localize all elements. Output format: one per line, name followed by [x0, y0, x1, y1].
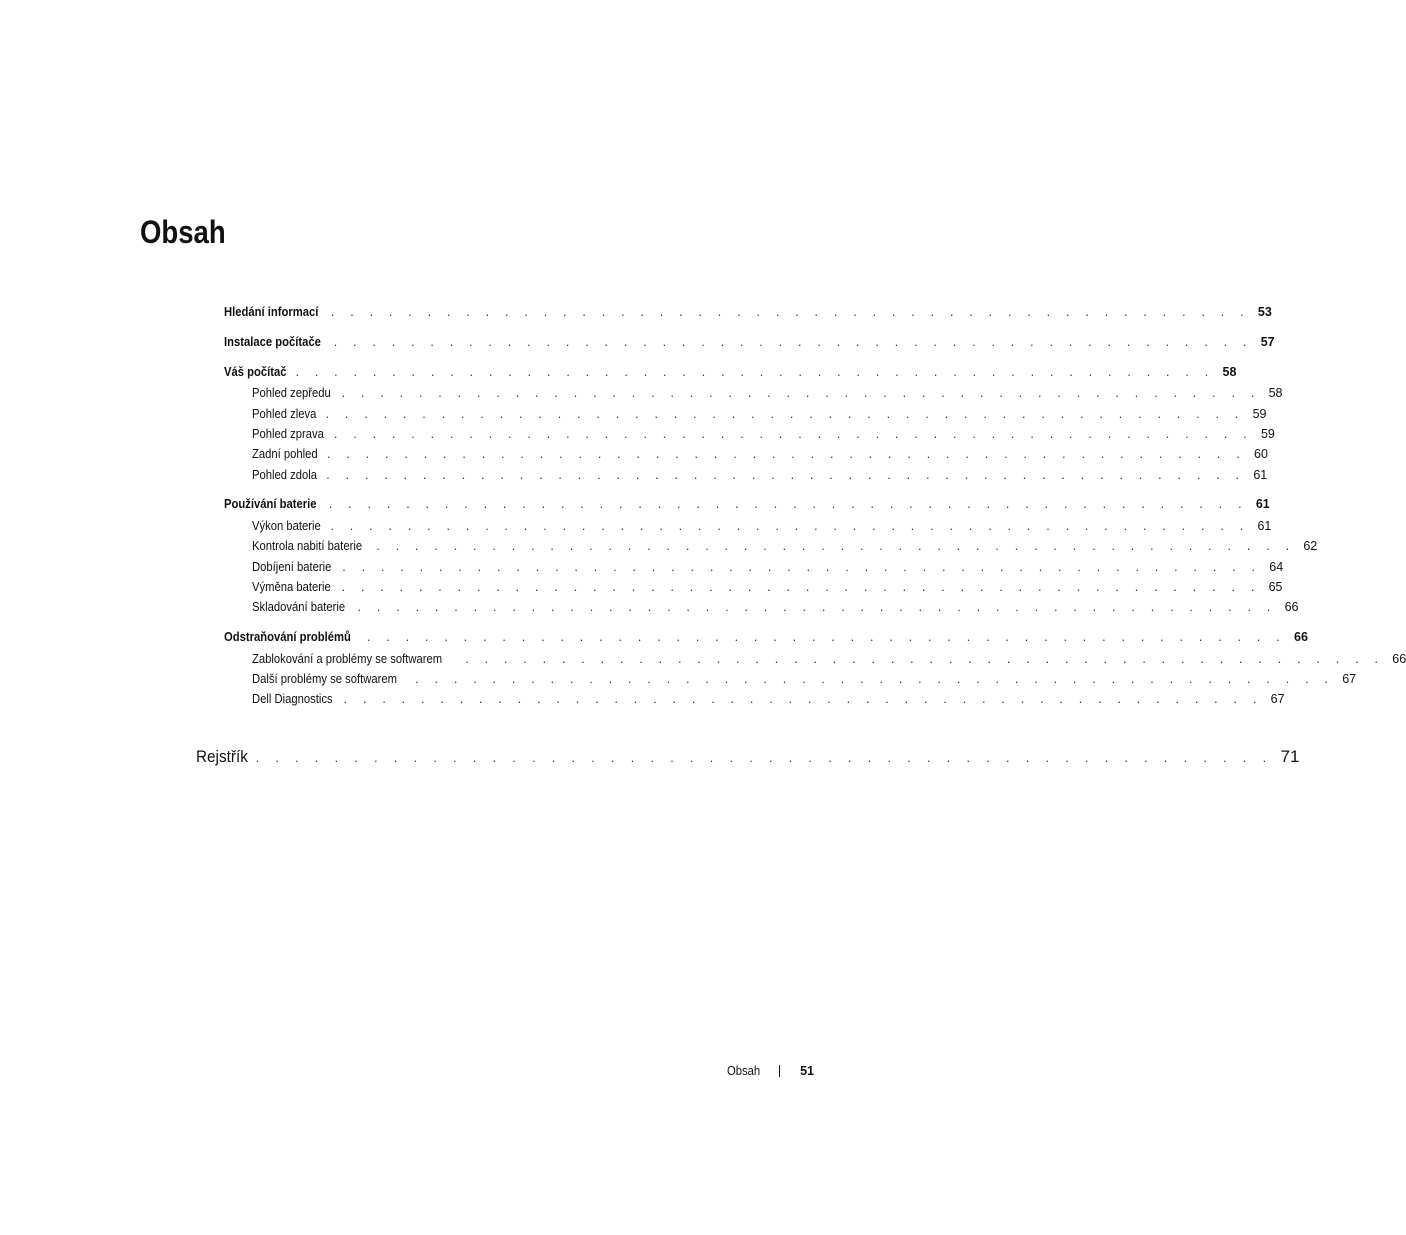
toc-entry-label: Výkon baterie: [252, 519, 321, 533]
dot-leader: . . . . . . . . . . . . . . . . . . . . . . . . . . . . . . . . . . . . . . . . . . . . . . . .: [330, 519, 1250, 533]
toc-entry-page: 66: [1284, 600, 1299, 614]
toc-entry-label: Zadní pohled: [252, 447, 318, 461]
dot-leader: . . . . . . . . . . . . . . . . . . . . . . . . . . . . . . . . . . . . . . . . . . . . . . . .: [325, 407, 1245, 421]
dot-leader: . . . . . . . . . . . . . . . . . . . . . . . . . . . . . . . . . . . . . . . . . . . . . . . .: [333, 427, 1253, 441]
toc-entry-page: 66: [1392, 652, 1406, 666]
dot-leader: . . . . . . . . . . . . . . . . . . . . . . . . . . . . . . . . . . . . . . . . . . . . . . . .: [333, 335, 1253, 349]
toc-entry-label: Kontrola nabití baterie: [252, 539, 363, 553]
toc-entry-page: 53: [1257, 305, 1272, 319]
dot-leader: . . . . . . . . . . . . . . . . . . . . . . . . . . . . . . . . . . . . . . . . . . . . . . . .: [342, 560, 1262, 574]
toc-entry-vykon-baterie[interactable]: [252, 517, 1272, 535]
toc-entry-zablokovani-a-problemy[interactable]: [252, 650, 1406, 668]
toc-entry-label: Odstraňování problémů: [224, 630, 351, 644]
toc-entry-page: 59: [1252, 407, 1267, 421]
dot-leader: . . . . . . . . . . . . . . . . . . . . . . . . . . . . . . . . . . . . . . . . . . . . . . . .: [326, 468, 1246, 482]
toc-entry-label: Zablokování a problémy se softwarem: [252, 652, 443, 666]
dot-leader: . . . . . . . . . . . . . . . . . . . . . . . . . . . . . . . . . . . . . . . . . . . . . . . . . . . .: [255, 751, 1273, 765]
dot-leader: . . . . . . . . . . . . . . . . . . . . . . . . . . . . . . . . . . . . . . . . . . . . . . . .: [295, 365, 1215, 379]
toc-entry-label: Instalace počítače: [224, 335, 321, 349]
toc-entry-page: 71: [1280, 747, 1300, 766]
toc-entry-label: Dobíjení baterie: [252, 560, 332, 574]
toc-entry-pouzivani-baterie[interactable]: [224, 495, 1270, 513]
dot-leader: . . . . . . . . . . . . . . . . . . . . . . . . . . . . . . . . . . . . . . . . . . . . . . . .: [415, 672, 1335, 686]
footer-section-label: Obsah: [727, 1064, 761, 1078]
toc-entry-label: Pohled zprava: [252, 427, 324, 441]
toc-entry-rejstrik[interactable]: [196, 745, 1300, 769]
dot-leader: . . . . . . . . . . . . . . . . . . . . . . . . . . . . . . . . . . . . . . . . . . . . . . . .: [330, 305, 1250, 319]
page-title: Obsah: [140, 214, 226, 250]
toc-entry-label: Hledání informací: [224, 305, 319, 319]
toc-entry-page: 60: [1254, 447, 1268, 461]
toc-entry-vas-pocitac[interactable]: [224, 363, 1237, 381]
toc-entry-label: Pohled zepředu: [252, 386, 331, 400]
toc-entry-page: 58: [1222, 365, 1237, 379]
footer-separator: [779, 1065, 780, 1077]
toc-entry-zadni-pohled[interactable]: [252, 445, 1268, 463]
dot-leader: . . . . . . . . . . . . . . . . . . . . . . . . . . . . . . . . . . . . . . . . . . . . . . . .: [328, 497, 1248, 511]
toc-entry-dell-diagnostics[interactable]: [252, 690, 1285, 708]
toc-entry-pohled-zleva[interactable]: [252, 405, 1267, 423]
page-footer: [700, 1061, 814, 1081]
dot-leader: . . . . . . . . . . . . . . . . . . . . . . . . . . . . . . . . . . . . . . . . . . . . . . . .: [376, 539, 1296, 553]
toc-entry-pohled-zprava[interactable]: [252, 425, 1275, 443]
toc-entry-page: 67: [1342, 672, 1357, 686]
toc-entry-label: Pohled zleva: [252, 407, 317, 421]
toc-entry-page: 66: [1294, 630, 1308, 644]
toc-entry-page: 65: [1268, 580, 1283, 594]
toc-entry-label: Používání baterie: [224, 497, 317, 511]
dot-leader: . . . . . . . . . . . . . . . . . . . . . . . . . . . . . . . . . . . . . . . . . . . . . . . .: [326, 447, 1246, 461]
toc-entry-label: Skladování baterie: [252, 600, 346, 614]
toc-entry-page: 61: [1253, 468, 1268, 482]
dot-leader: . . . . . . . . . . . . . . . . . . . . . . . . . . . . . . . . . . . . . . . . . . . . . . . .: [343, 692, 1263, 706]
toc-entry-label: Rejstřík: [196, 747, 248, 766]
toc-entry-pohled-zdola[interactable]: [252, 466, 1268, 484]
dot-leader: . . . . . . . . . . . . . . . . . . . . . . . . . . . . . . . . . . . . . . . . . . . . . . . .: [367, 630, 1286, 644]
dot-leader: . . . . . . . . . . . . . . . . . . . . . . . . . . . . . . . . . . . . . . . . . . . . . . . .: [357, 600, 1277, 614]
toc-entry-label: Výměna baterie: [252, 580, 331, 594]
toc-entry-label: Váš počítač: [224, 365, 287, 379]
toc-entry-hledani-informaci[interactable]: [224, 303, 1272, 321]
toc-entry-page: 62: [1303, 539, 1318, 553]
toc-entry-label: Dell Diagnostics: [252, 692, 333, 706]
toc-entry-instalace-pocitace[interactable]: [224, 333, 1275, 351]
toc-entry-dalsi-problemy[interactable]: [252, 670, 1357, 688]
toc-entry-page: 64: [1269, 560, 1284, 574]
toc-entry-page: 61: [1255, 497, 1270, 511]
toc-entry-pohled-zepredu[interactable]: [252, 384, 1283, 402]
toc-entry-dobijeni-baterie[interactable]: [252, 558, 1284, 576]
toc-entry-odstranovani-problemu[interactable]: [224, 628, 1308, 646]
toc-entry-vymena-baterie[interactable]: [252, 578, 1283, 596]
toc-entry-label: Pohled zdola: [252, 468, 318, 482]
toc-entry-page: 57: [1260, 335, 1275, 349]
dot-leader: . . . . . . . . . . . . . . . . . . . . . . . . . . . . . . . . . . . . . . . . . . . . . . . .: [341, 580, 1261, 594]
toc-entry-label: Další problémy se softwarem: [252, 672, 398, 686]
toc-entry-kontrola-nabiti-baterie[interactable]: [252, 537, 1318, 555]
toc-entry-page: 58: [1268, 386, 1283, 400]
toc-entry-page: 61: [1257, 519, 1272, 533]
toc-entry-skladovani-baterie[interactable]: [252, 598, 1299, 616]
dot-leader: . . . . . . . . . . . . . . . . . . . . . . . . . . . . . . . . . . . . . . . . . . . . . . . .: [465, 652, 1385, 666]
toc-entry-page: 67: [1270, 692, 1285, 706]
toc-entry-page: 59: [1260, 427, 1275, 441]
dot-leader: . . . . . . . . . . . . . . . . . . . . . . . . . . . . . . . . . . . . . . . . . . . . . . . .: [341, 386, 1261, 400]
footer-page-number: 51: [800, 1064, 814, 1078]
